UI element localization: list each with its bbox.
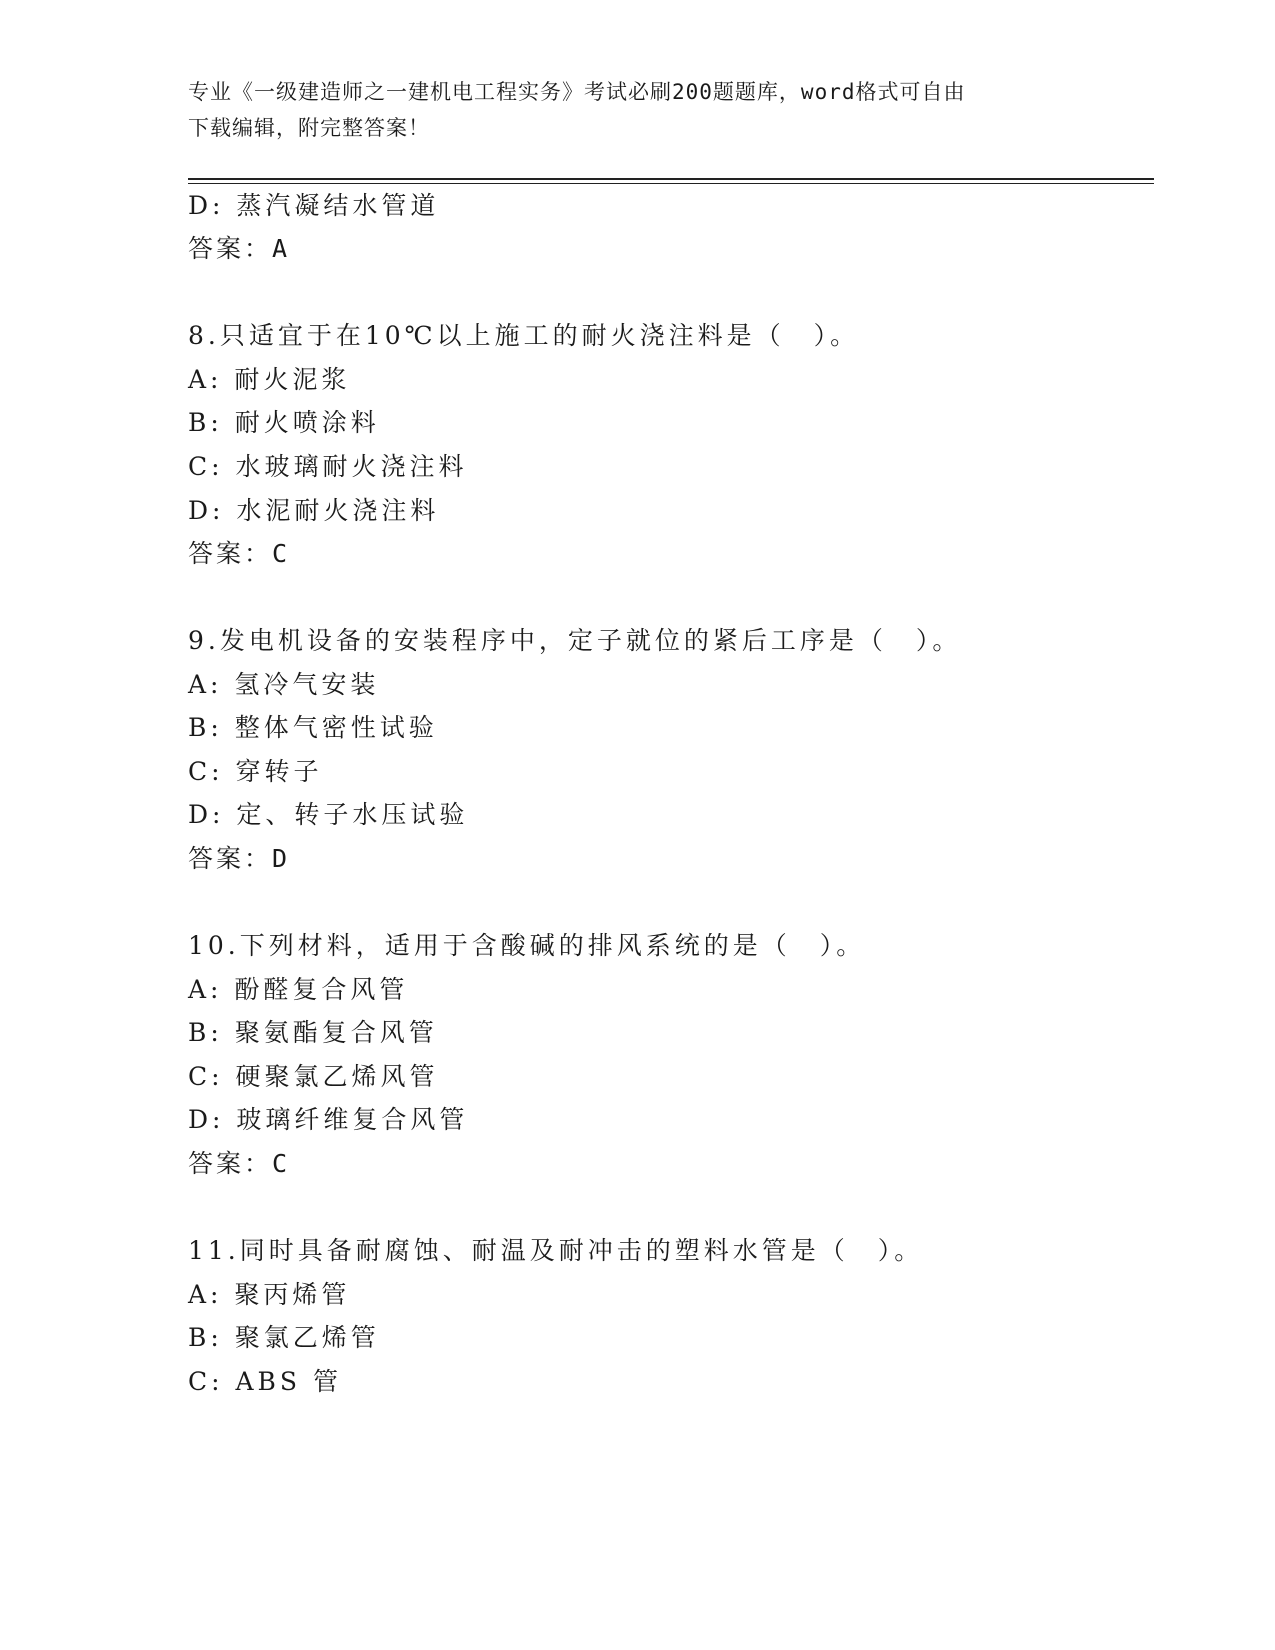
question-9-option-b: B: 整体气密性试验 (188, 713, 438, 742)
question-11-option-b: B: 聚氯乙烯管 (188, 1323, 380, 1352)
question-10-option-b: B: 聚氨酯复合风管 (188, 1018, 438, 1047)
question-11-stem: 11.同时具备耐腐蚀、耐温及耐冲击的塑料水管是（ ）。 (188, 1236, 924, 1265)
question-8-option-c: C: 水玻璃耐火浇注料 (188, 452, 468, 481)
question-10-stem: 10.下列材料，适用于含酸碱的排风系统的是（ ）。 (188, 931, 866, 960)
answer-value: C (272, 1149, 288, 1178)
question-8-option-d: D: 水泥耐火浇注料 (188, 496, 440, 525)
question-8-stem: 8.只适宜于在10℃以上施工的耐火浇注料是（ ）。 (188, 321, 860, 350)
answer-label: 答案： (188, 844, 273, 873)
question-8-option-a: A: 耐火泥浆 (188, 365, 351, 394)
question-9-option-c: C: 穿转子 (188, 757, 323, 786)
prev-answer (188, 234, 287, 264)
header-divider-thick (188, 178, 1154, 180)
question-11-option-a: A: 聚丙烯管 (188, 1280, 351, 1309)
question-9-option-a: A: 氢冷气安装 (188, 670, 380, 699)
answer-value: D (272, 844, 288, 873)
question-11-option-c: C: ABS 管 (188, 1367, 342, 1396)
answer-label: 答案： (188, 539, 273, 568)
question-8-option-b: B: 耐火喷涂料 (188, 408, 380, 437)
answer-value: C (272, 539, 288, 568)
answer-label: 答案： (188, 234, 273, 263)
question-10-option-c: C: 硬聚氯乙烯风管 (188, 1062, 439, 1091)
header-divider-thin (188, 183, 1154, 184)
question-9-answer (188, 844, 287, 874)
document-header (188, 74, 1088, 146)
question-9-option-d: D: 定、转子水压试验 (188, 800, 469, 829)
question-10-option-d: D: 玻璃纤维复合风管 (188, 1105, 469, 1134)
question-10-answer (188, 1149, 287, 1179)
question-8-answer (188, 539, 287, 569)
header-line-1: 专业《一级建造师之一建机电工程实务》考试必刷200题题库，word格式可自由 (188, 80, 966, 104)
question-9-stem: 9.发电机设备的安装程序中，定子就位的紧后工序是（ ）。 (188, 626, 962, 655)
question-10-option-a: A: 酚醛复合风管 (188, 975, 409, 1004)
answer-label: 答案： (188, 1149, 273, 1178)
answer-value: A (272, 234, 288, 263)
header-line-2: 下载编辑，附完整答案！ (188, 116, 430, 140)
prev-option-d: D: 蒸汽凝结水管道 (188, 191, 440, 220)
